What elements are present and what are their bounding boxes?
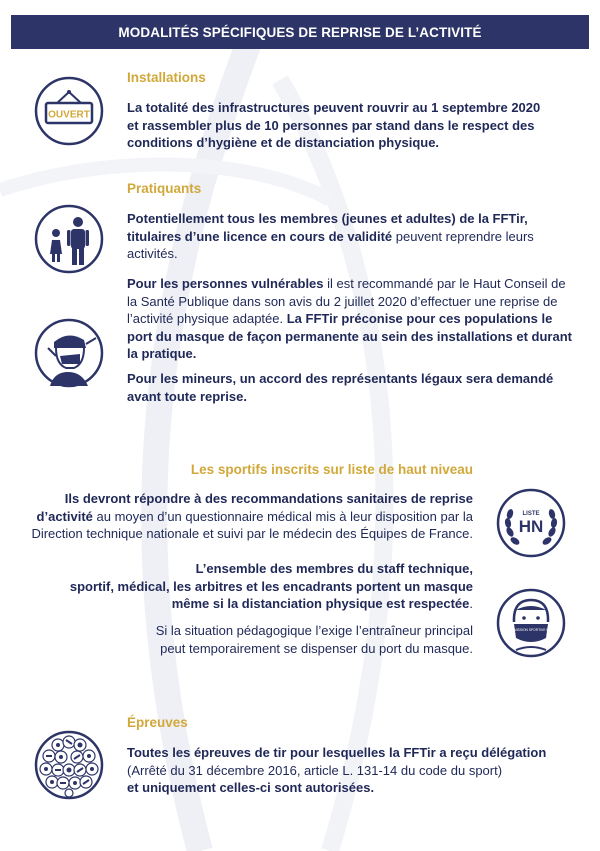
pratiquants-p2-line-1-bold: Pour les personnes vulnérables	[127, 276, 324, 291]
pratiquants-p2-line-3: l’activité physique adaptée.	[127, 311, 287, 326]
pratiquants-p1-line-2: peuvent reprendre leurs	[392, 228, 534, 244]
epreuves-line-2: (Arrêté du 31 décembre 2016, article L. 131-14 du code du sport)	[127, 762, 503, 778]
pratiquants-paragraph-3	[127, 370, 587, 405]
haut-niveau-p1-line-2-bold: d’activité	[36, 508, 93, 524]
section-title-haut-niveau: Les sportifs inscrits sur liste de haut niveau	[190, 462, 473, 477]
epreuves-line-1: Toutes les épreuves de tir pour lesquelles la FFTir a reçu délégation	[127, 745, 547, 760]
haut-niveau-p2-line-3: .	[469, 596, 473, 611]
badge-main-text: HN	[518, 517, 544, 536]
pratiquants-p2-line-4: port du masque de façon permanente au sein des installations et durant	[127, 328, 572, 344]
haut-niveau-paragraph-1	[20, 490, 473, 543]
epreuves-text	[127, 744, 587, 797]
pratiquants-p1-line-3: activités.	[127, 246, 178, 261]
haut-niveau-p3-line-1: Si la situation pédagogique l’exige l’entraîneur principal	[155, 623, 473, 638]
installations-text	[127, 99, 587, 152]
section-title-pratiquants: Pratiquants	[127, 181, 202, 196]
pratiquants-paragraph-1	[127, 210, 587, 263]
section-title-epreuves: Épreuves	[127, 715, 188, 730]
pratiquants-p2-line-2: la Santé Publique dans son avis du 2 juillet 2020 d’effectuer une reprise de	[127, 293, 558, 309]
haut-niveau-p3-line-2: peut temporairement se dispenser du port du masque.	[160, 640, 473, 656]
haut-niveau-paragraph-3	[20, 622, 473, 657]
open-sign-icon	[34, 76, 104, 146]
pratiquants-p2-line-1: il est recommandé par le Haut Conseil de	[323, 276, 566, 291]
haut-niveau-p1-line-3: Direction technique nationale et suivi par le médecin des Équipes de France.	[31, 526, 473, 541]
haut-niveau-p2-line-1: L’ensemble des membres du staff technique,	[195, 561, 473, 576]
shooting-disciplines-icon	[34, 730, 104, 800]
installations-line-3: conditions d’hygiène et de distanciation physique.	[127, 135, 440, 150]
page-banner	[11, 15, 589, 49]
open-sign-text: OUVERT	[48, 109, 90, 121]
pratiquants-paragraph-2	[127, 275, 587, 363]
pratiquants-p2-line-3-bold: La FFTir préconise pour ces populations le	[286, 311, 553, 326]
haut-niveau-paragraph-2	[20, 560, 473, 613]
pratiquants-p3-line-2: avant toute reprise.	[127, 388, 247, 404]
family-icon	[34, 204, 104, 274]
installations-line-2: et rassembler plus de 10 personnes par stand dans le respect des	[127, 117, 535, 133]
pratiquants-p2-line-5: la pratique.	[127, 346, 197, 361]
pratiquants-p1-line-1: Potentiellement tous les membres (jeunes et adultes) de la FFTir,	[127, 211, 528, 226]
mask-label-text: COMMISSION SPORTIVE FFTIR	[506, 628, 556, 632]
badge-top-text: LISTE	[522, 511, 540, 517]
liste-hn-laurel-icon	[496, 488, 566, 558]
haut-niveau-p2-line-3-bold: même si la distanciation physique est respectée	[171, 596, 470, 611]
section-title-installations: Installations	[127, 70, 206, 85]
haut-niveau-p1-line-1: Ils devront répondre à des recommandations sanitaires de reprise	[64, 491, 473, 506]
banner-title: MODALITÉS SPÉCIFIQUES DE REPRISE DE L’ACTIVITÉ	[118, 24, 482, 40]
epreuves-line-3: et uniquement celles-ci sont autorisées.	[127, 780, 375, 795]
installations-line-1: La totalité des infrastructures peuvent rouvrir au 1 septembre 2020	[127, 100, 541, 115]
pratiquants-p1-line-2-bold: titulaires d’une licence en cours de validité	[127, 228, 393, 244]
haut-niveau-p2-line-2: sportif, médical, les arbitres et les encadrants portent un masque	[69, 578, 473, 594]
pratiquants-p3-line-1: Pour les mineurs, un accord des représentants légaux sera demandé	[127, 371, 554, 386]
vulnerable-person-mask-icon	[34, 318, 104, 388]
masked-face-icon	[496, 588, 566, 658]
haut-niveau-p1-line-2: au moyen d’un questionnaire médical mis à leur disposition par la	[92, 508, 473, 524]
